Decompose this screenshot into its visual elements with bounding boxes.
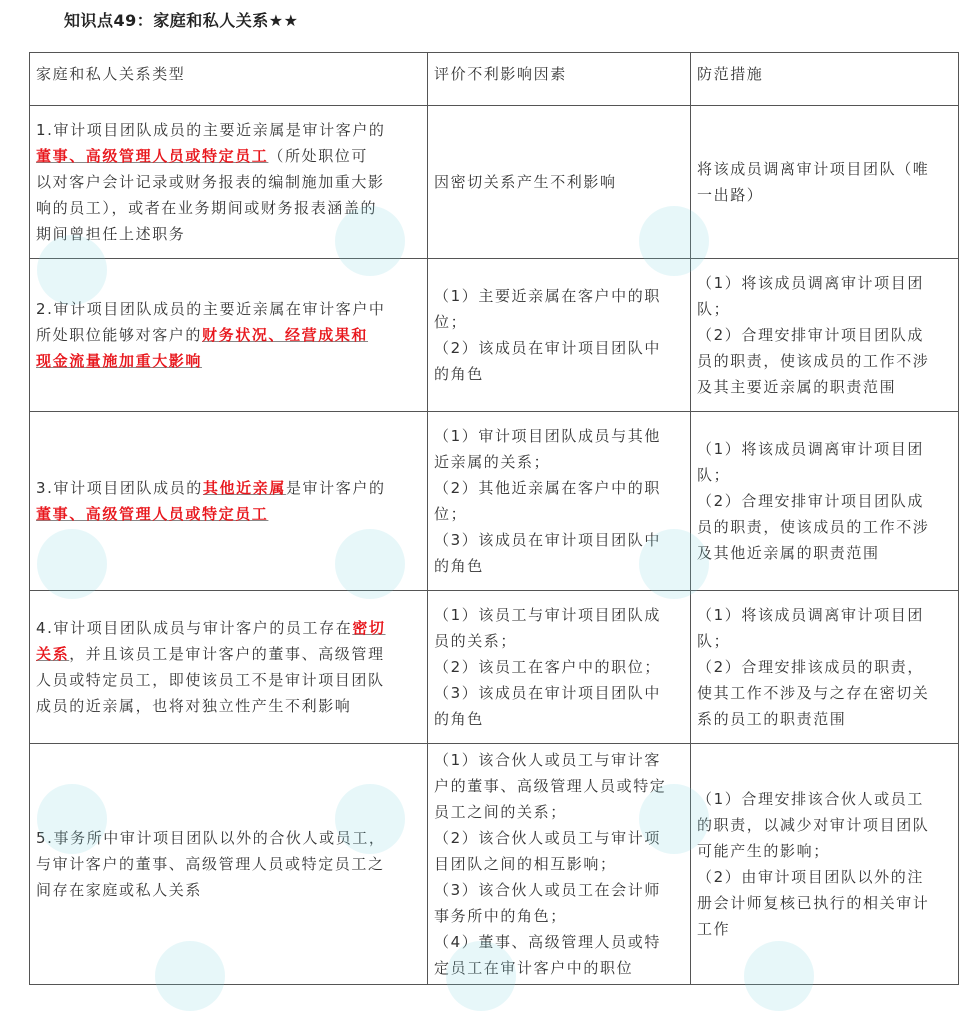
text-line	[697, 654, 952, 680]
text-line	[697, 540, 952, 566]
cell-relationship-type	[30, 744, 428, 985]
text-line	[36, 851, 421, 877]
text-segment: 员的职责，使该成员的工作不涉	[697, 518, 930, 536]
cell-adverse-factors	[428, 106, 691, 259]
text-line	[434, 449, 684, 475]
text-segment: （2）合理安排审计项目团队成	[697, 326, 924, 344]
text-segment: 队；	[697, 300, 731, 318]
text-line	[434, 283, 684, 309]
text-segment: 4.审计项目团队成员与审计客户的员工存在	[36, 619, 353, 637]
text-segment: （2）合理安排审计项目团队成	[697, 492, 924, 510]
highlighted-text: 财务状况、经营成果和	[202, 326, 369, 344]
highlighted-text: 董事、高级管理人员或特定员工	[36, 147, 269, 165]
text-line	[434, 553, 684, 579]
text-segment: 的角色	[434, 557, 484, 575]
text-line	[434, 929, 684, 955]
text-line	[697, 812, 952, 838]
text-line	[434, 602, 684, 628]
highlighted-text: 其他近亲属	[202, 479, 286, 497]
text-segment: 的职责，以减少对审计项目团队	[697, 816, 930, 834]
text-line	[697, 348, 952, 374]
text-segment: 3.审计项目团队成员的	[36, 479, 203, 497]
text-line	[36, 641, 421, 667]
text-line	[434, 335, 684, 361]
cell-relationship-type	[30, 412, 428, 591]
highlighted-text: 密切	[352, 619, 386, 637]
text-line	[697, 488, 952, 514]
text-segment: （1）将该成员调离审计项目团	[697, 274, 924, 292]
text-line	[434, 955, 684, 981]
text-line	[434, 877, 684, 903]
text-segment: 目团队之间的相互影响；	[434, 855, 617, 873]
text-line	[434, 654, 684, 680]
text-segment: （2）该员工在客户中的职位；	[434, 658, 661, 676]
text-line	[36, 825, 421, 851]
text-line	[697, 374, 952, 400]
text-segment: 定员工在审计客户中的职位	[434, 959, 634, 977]
cell-relationship-type	[30, 259, 428, 412]
text-segment: 1.审计项目团队成员的主要近亲属是审计客户的	[36, 121, 386, 139]
text-segment: （4）董事、高级管理人员或特	[434, 933, 661, 951]
text-segment: 一出路）	[697, 186, 764, 204]
text-segment: 以对客户会计记录或财务报表的编制施加重大影	[36, 173, 385, 191]
text-line	[434, 747, 684, 773]
text-segment: （1）审计项目团队成员与其他	[434, 427, 661, 445]
text-segment: 系的员工的职责范围	[697, 710, 847, 728]
cell-safeguards	[691, 259, 959, 412]
text-line	[434, 423, 684, 449]
header-factors: 评价不利影响因素	[428, 53, 691, 106]
text-segment: 是审计客户的	[285, 479, 386, 497]
text-line	[697, 916, 952, 942]
text-line	[434, 903, 684, 929]
text-segment: （2）该成员在审计项目团队中	[434, 339, 661, 357]
text-line	[697, 706, 952, 732]
text-line	[697, 786, 952, 812]
text-line	[36, 348, 421, 374]
text-segment: 的角色	[434, 365, 484, 383]
text-line	[434, 851, 684, 877]
text-segment: 人员或特定员工，即使该员工不是审计项目团队	[36, 671, 385, 689]
text-line	[697, 322, 952, 348]
table-row	[30, 744, 959, 985]
text-segment: 与审计客户的董事、高级管理人员或特定员工之	[36, 855, 385, 873]
text-line	[36, 195, 421, 221]
text-line	[434, 169, 684, 195]
text-segment: 5.事务所中审计项目团队以外的合伙人或员工，	[36, 829, 386, 847]
text-segment: （所处职位可	[268, 147, 369, 165]
text-segment: （2）该合伙人或员工与审计项	[434, 829, 661, 847]
text-line	[36, 501, 421, 527]
text-segment: 事务所中的角色；	[434, 907, 567, 925]
cell-relationship-type	[30, 106, 428, 259]
text-segment: 近亲属的关系；	[434, 453, 551, 471]
text-line	[36, 667, 421, 693]
text-segment: （3）该合伙人或员工在会计师	[434, 881, 661, 899]
text-segment: 的角色	[434, 710, 484, 728]
text-line	[697, 890, 952, 916]
table-row	[30, 259, 959, 412]
cell-safeguards	[691, 591, 959, 744]
text-line	[36, 221, 421, 247]
text-segment: 响的员工），或者在业务期间或财务报表涵盖的	[36, 199, 378, 217]
text-segment: 所处职位能够对客户的	[36, 326, 203, 344]
text-line	[434, 773, 684, 799]
page-title: 知识点49：家庭和私人关系★★	[64, 11, 299, 30]
cell-safeguards	[691, 744, 959, 985]
text-line	[434, 361, 684, 387]
text-line	[697, 602, 952, 628]
text-line	[36, 475, 421, 501]
text-segment: （2）其他近亲属在客户中的职	[434, 479, 661, 497]
text-line	[697, 270, 952, 296]
text-segment: 员的关系；	[434, 632, 518, 650]
cell-relationship-type	[30, 591, 428, 744]
text-line	[36, 296, 421, 322]
text-line	[434, 680, 684, 706]
text-segment: （1）该合伙人或员工与审计客	[434, 751, 661, 769]
table-row	[30, 412, 959, 591]
text-segment: 员工之间的关系；	[434, 803, 567, 821]
text-segment: 间存在家庭或私人关系	[36, 881, 203, 899]
text-segment: 使其工作不涉及与之存在密切关	[697, 684, 930, 702]
text-line	[36, 693, 421, 719]
text-segment: 户的董事、高级管理人员或特定	[434, 777, 667, 795]
table-header-row	[30, 53, 959, 106]
header-type: 家庭和私人关系类型	[30, 53, 428, 106]
text-line	[36, 143, 421, 169]
table-row	[30, 591, 959, 744]
text-segment: 因密切关系产生不利影响	[434, 173, 617, 191]
text-line	[697, 436, 952, 462]
text-segment: （1）主要近亲属在客户中的职	[434, 287, 661, 305]
text-segment: 员的职责，使该成员的工作不涉	[697, 352, 930, 370]
text-segment: ，并且该员工是审计客户的董事、高级管理	[69, 645, 385, 663]
text-segment: 工作	[697, 920, 731, 938]
text-line	[697, 514, 952, 540]
text-segment: （3）该成员在审计项目团队中	[434, 531, 661, 549]
text-segment: （2）合理安排该成员的职责，	[697, 658, 924, 676]
text-segment: （2）由审计项目团队以外的注	[697, 868, 924, 886]
text-line	[36, 877, 421, 903]
text-line	[434, 628, 684, 654]
cell-adverse-factors	[428, 259, 691, 412]
highlighted-text: 现金流量施加重大影响	[36, 352, 203, 370]
text-line	[434, 706, 684, 732]
cell-safeguards	[691, 412, 959, 591]
highlighted-text: 关系	[36, 645, 70, 663]
text-line	[697, 182, 952, 208]
header-measures: 防范措施	[691, 53, 959, 106]
cell-adverse-factors	[428, 591, 691, 744]
text-segment: 及其他近亲属的职责范围	[697, 544, 880, 562]
cell-safeguards	[691, 106, 959, 259]
text-line	[697, 296, 952, 322]
text-segment: 册会计师复核已执行的相关审计	[697, 894, 930, 912]
text-line	[434, 799, 684, 825]
text-segment: 成员的近亲属，也将对独立性产生不利影响	[36, 697, 352, 715]
text-segment: 及其主要近亲属的职责范围	[697, 378, 897, 396]
text-segment: 2.审计项目团队成员的主要近亲属在审计客户中	[36, 300, 386, 318]
table-row	[30, 106, 959, 259]
text-segment: （1）该员工与审计项目团队成	[434, 606, 661, 624]
text-line	[697, 864, 952, 890]
text-line	[697, 838, 952, 864]
text-segment: 队；	[697, 632, 731, 650]
text-segment: （1）合理安排该合伙人或员工	[697, 790, 924, 808]
family-relationship-table	[29, 52, 959, 985]
text-segment: 可能产生的影响；	[697, 842, 830, 860]
text-segment: （3）该成员在审计项目团队中	[434, 684, 661, 702]
text-line	[697, 156, 952, 182]
cell-adverse-factors	[428, 744, 691, 985]
text-segment: 将该成员调离审计项目团队（唯	[697, 160, 930, 178]
cell-adverse-factors	[428, 412, 691, 591]
text-segment: （1）将该成员调离审计项目团	[697, 606, 924, 624]
text-segment: （1）将该成员调离审计项目团	[697, 440, 924, 458]
text-segment: 位；	[434, 313, 468, 331]
text-line	[434, 309, 684, 335]
highlighted-text: 董事、高级管理人员或特定员工	[36, 505, 269, 523]
text-line	[697, 680, 952, 706]
text-line	[36, 117, 421, 143]
text-segment: 位；	[434, 505, 468, 523]
text-line	[36, 169, 421, 195]
text-line	[697, 462, 952, 488]
text-line	[36, 615, 421, 641]
text-line	[36, 322, 421, 348]
text-line	[434, 501, 684, 527]
text-line	[434, 475, 684, 501]
text-line	[434, 527, 684, 553]
text-segment: 队；	[697, 466, 731, 484]
text-line	[697, 628, 952, 654]
text-segment: 期间曾担任上述职务	[36, 225, 186, 243]
text-line	[434, 825, 684, 851]
